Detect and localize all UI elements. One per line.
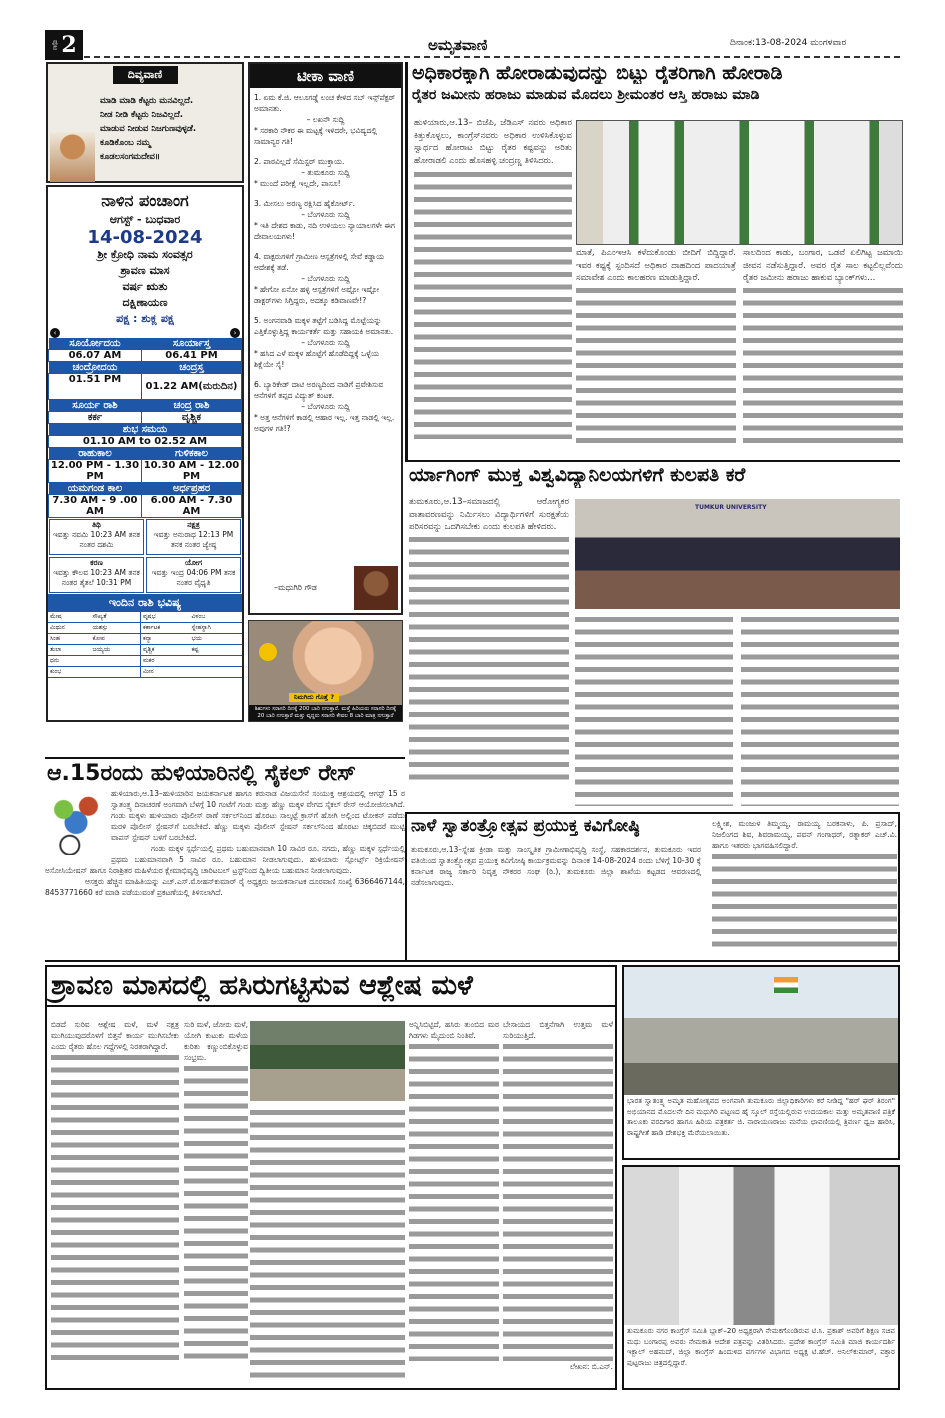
moonrise-value: 01.51 PM: [49, 374, 142, 400]
story-cycle-p1: ಹುಳಿಯಾರು,ಆ.13–ಹುಳಿಯಾರಿನ ಜಯಕರ್ನಾಟಕ ಹಾಗೂ ಕರುನಾಡ ವಿಜಯಸೇನೆ ಸಂಯುಕ್ತ ಆಶ್ರಯದಲ್ಲಿ ಆಗಸ್ಟ್ 15 ರ ಸ್ವಾತಂತ್ರ್ಯ ದಿನಾಚರಣೆ ಅಂಗವಾಗಿ ಬೆಳಗ್ಗೆ 10 ಗಂಟೆಗೆ ಗಂಡು ಮತ್ತು ಹೆಣ್ಣು ಮಕ್ಕಳ ವೇಗದ ಸೈಕಲ್ ರೇಸ್ ಆಯೋಜಿಸಲಾಗಿದೆ. ಗಂಡು ಮಕ್ಕಳು ಹುಳಿಯಾರು ಪೊಲೀಸ್ ಠಾಣೆ ಸರ್ಕಲ್‌ನಿಂದ ಹೊರಟು ಸಾಲ್ಕಟ್ಟೆ ಕ್ರಾಸ್‌ಗೆ ಹೋಗಿ ಅಲ್ಲಿಂದ ಟೋಕನ್ ಪಡೆದು ಮರಳಿ ಪೊಲೀಸ್ ಸ್ಟೇಷನ್‌ಗೆ ಬರಬೇಕಿದೆ. ಹೆಣ್ಣು ಮಕ್ಕಳು ಪೊಲೀಸ್ ಸ್ಟೇಷನ್ ಸರ್ಕಲ್‌ನಿಂದ ಹೊರಟು ಚಿಕ್ಕಬಿದರೆ ಮುಟ್ಟಿ ವಾಪಸ್ ಸ್ಟೇಷನ್ ಬಳಿಗೆ ಬರಬೇಕಿದೆ.: [111, 789, 405, 842]
ardhaprahara-label: ಅರ್ಧಪ್ರಹರ: [141, 483, 241, 495]
masa: ಶ್ರಾವಣ ಮಾಸ: [120, 264, 170, 277]
rashi-title: ಇಂದಿನ ರಾಶಿ ಭವಿಷ್ಯ: [48, 594, 242, 612]
article-text: [184, 1063, 248, 1363]
basavanna-portrait: [50, 132, 95, 182]
page-number: 2: [61, 32, 77, 58]
sunset-value: 06.41 PM: [141, 350, 241, 362]
rashi-name: ಮಕರ: [140, 656, 189, 667]
story-farmers-subhead: ರೈತರ ಜಮೀನು ಹರಾಜು ಮಾಡುವ ಮೊದಲು ಶ್ರೀಮಂತರ ಆಸ್ತಿ ಹರಾಜು ಮಾಡಿ: [412, 87, 760, 103]
rashi-name: ಕನ್ಯಾ: [140, 634, 189, 645]
karana: ಕರಣ ಇವತ್ತು ಕೌಲವ 10:23 AM ತನಕ ನಂತರ ತೈತಲೆ 10:31 PM: [49, 557, 144, 593]
divyavani-box: [46, 62, 244, 183]
tike-comment: * ಇತಿ ದೇಶದ ಕಾಡು, ನದಿ ಉಳಿಯಲು ನ್ಯಾಯಾಲಗಳೇ ಈಗ ದೇವಾಲಯಗಳು!: [254, 221, 395, 241]
rashi-row: [48, 634, 242, 645]
ad-badge: ನಿಮಗಿದು ಗೊತ್ತೆ ?: [289, 693, 339, 702]
ritu: ವರ್ಷ ಋತು: [122, 280, 168, 293]
tike-vani-items: [250, 88, 401, 447]
story-ragging: [405, 460, 900, 810]
article-text: [575, 614, 733, 806]
chandra-rashi-label: ಚಂದ್ರ ರಾಶಿ: [141, 400, 241, 412]
article-text: [51, 1052, 179, 1362]
story-kavigoshti-right: ಲಕ್ಷ್ಮೀಶ, ಮಂಜುಳ ತಿಮ್ಮಯ್ಯ, ರಾಮಯ್ಯ ಬರಕನಾಳು, ಪಿ. ಪ್ರಸಾದ್, ನಿಜಲಿಂಗದ ಶಿವ, ಶಿವರಾಮಯ್ಯ, ಪವನ್ ಗಂಗಾಧರ್, ರತ್ನಾಕರ್ ಎಚ್.ವಿ. ಹಾಗೂ ಇತರರು ಭಾಗವಹಿಸಲಿದ್ದಾರೆ.: [712, 818, 897, 958]
article-text: [503, 1041, 613, 1361]
rashi-row: [48, 656, 242, 667]
rashi-prediction: ಜಯ್ಯಯ: [90, 645, 140, 656]
story-kavigoshti-lead: ತುಮಕೂರು,ಆ.13–ಸ್ನೇಹ ಕ್ರೀಡಾ ಮತ್ತು ಸಾಂಸ್ಕೃತಿಕ ಗ್ರಾಮೀಣಾಭಿವೃದ್ಧಿ ಸಂಸ್ಥೆ, ಸಹಕಾರದರ್ಶನ, ತುಮಕೂರು ಇವರ ವತಿಯಿಂದ ಸ್ವಾತಂತ್ರ್ಯೋತ್ಸವ ಪ್ರಯುಕ್ತ ಕವಿಗೋಷ್ಠಿ ಕಾರ್ಯಕ್ರಮವನ್ನು ದಿನಾಂಕ 14-08-2024 ರಂದು ಬೆಳಿಗ್ಗೆ 10-30 ಕ್ಕೆ ಕರ್ನಾಟಕ ರಾಜ್ಯ ಸರ್ಕಾರಿ ನಿವೃತ್ತ ನೌಕರರ ಸಂಘ (ರಿ.), ತುಮಕೂರು ಜಿಲ್ಲಾ ಶಾಖೆಯ ಕಟ್ಟಡದ ಆವರಣದಲ್ಲಿ ನಡೆಸಲಾಗುವುದು.: [411, 845, 701, 887]
ragging-event-photo: [575, 499, 900, 609]
rahukala-value: 12.00 PM - 1.30 PM: [49, 460, 142, 483]
article-text: [712, 851, 897, 951]
chandra-rashi-value: ವೃಶ್ಚಿಕ: [141, 412, 241, 424]
tike-comment: * ಮುಂದೆ ಪರೀಕ್ಷೆ ಇಲ್ಲದೇ, ಪಾಸೂ!: [254, 179, 341, 188]
rashi-name: ವೃಷಭ: [140, 612, 189, 623]
next-arrow-icon[interactable]: ›: [230, 328, 240, 338]
article-text: [576, 285, 736, 445]
appointment-photo: [624, 1167, 898, 1325]
tike-source: – ಬೆಂಗಳೂರು ಸುದ್ದಿ: [301, 274, 350, 283]
article-text: [414, 169, 572, 439]
moonset-label: ಚಂದ್ರಸ್ತ: [141, 362, 241, 374]
rashi-prediction: [189, 656, 242, 667]
rashi-prediction: ಕೋಪ: [90, 634, 140, 645]
sunrise-value: 06.07 AM: [49, 350, 142, 362]
author-name: –ಮಧುಗಿರಿ ಗೌಡ: [274, 583, 317, 592]
rain-landscape-photo: [250, 1021, 405, 1101]
tike-news: 5. ಅಂಗನವಾಡಿ ಮಕ್ಕಳ ತಟ್ಟೆಗೆ ಬಡಿಸಿದ್ದ ಮೊಟ್ಟೆಯನ್ನು ಎತ್ತಿಕೊಳ್ಳುತ್ತಿದ್ದ ಕಾರ್ಯಕರ್ತೆ ಮತ್ತು ಸಹಾಯಕಿ ಅಮಾನತು.: [254, 316, 394, 336]
article-text: [741, 614, 899, 806]
story-monsoon: [45, 965, 617, 1390]
divyavani-verse: ಮಾಡಿ ಮಾಡಿ ಕೆಟ್ಟರು ಮನವಿಲ್ಲದೆ. ನೀಡ ನೀಡಿ ಕೆಟ್ಟರು ನಿಜವಿಲ್ಲದೆ. ಮಾಡುವ ನೀಡುವ ನಿಜಗುಣವುಳ್ಳಡೆ. ಕೂಡಿಕೊಂಬ ನಮ್ಮ ಕೂಡಲಸಂಗಮದೇವ॥: [100, 96, 197, 162]
story-farmers: [405, 62, 903, 460]
flag-hoisting-news: [622, 965, 900, 1160]
page-label: ಪುಟ: [51, 39, 60, 51]
yamaganda-value: 7.30 AM - 9 .00 AM: [49, 495, 142, 518]
story-farmers-col3: ಸಾಲದಿಂದ ಕಾಡು, ಬಂಗಾರ, ಒಡವೆ ಏಲಿಗಿಟ್ಟ ಜಮಾಯಿ ಜೀವನ ನಡೆಸುತ್ತಿದ್ದಾರೆ. ಅವರ ರೈತ ಸಾಲ ಕಟ್ಟಲಿಲ್ಲವೆಂದು ರೈತರ ಜಮೀನು ಹರಾಜು ಹಾಕುವ ಬ್ಯಾಂಕ್‌ಗಳು...: [743, 248, 903, 283]
tike-item: [254, 379, 397, 434]
tike-item: [254, 156, 397, 189]
nakshatra: ನಕ್ಷತ್ರ ಇವತ್ತು ಅನುರಾಧ 12:13 PM ತನಕ ನಂತರ ಜ್ಯೇಷ್ಠ: [146, 519, 241, 555]
tike-item: [254, 92, 397, 147]
rashi-prediction: [90, 667, 140, 678]
appointment-caption: ತುಮಕೂರು ನಗರ ಕಾಂಗ್ರೆಸ್ ಸಮಿತಿ ಬ್ಲಾಕ್–20 ಅಧ್ಯಕ್ಷರಾಗಿ ನೇಮಕಗೊಂಡಿರುವ ಟಿ.ಸಿ. ಪ್ರಕಾಶ್ ಅವರಿಗೆ ಶಿಕ್ಷಣ ಸಚಿವ ಮಧು ಬಂಗಾರಪ್ಪ ಅವರು ನೇಮಕಾತಿ ಆದೇಶ ಪತ್ರವನ್ನು ವಿತರಿಸಿದರು. ಪ್ರದೇಶ ಕಾಂಗ್ರೆಸ್ ಸಮಿತಿ ಮಾಜಿ ಕಾರ್ಯದರ್ಶಿ ಇಕ್ಬಾಲ್ ಅಹಮದ್, ಜಿಲ್ಲಾ ಕಾಂಗ್ರೆಸ್ ಹಿಂದುಳಿದ ವರ್ಗಗಳ ವಿಭಾಗದ ಅಧ್ಯಕ್ಷ ಟಿ.ಹೆಚ್. ಅನಿಲ್‌ಕುಮಾರ್, ವಕ್ತಾರ ಪುಟ್ಟರಾಜು ಚಿತ್ರದಲ್ಲಿದ್ದಾರೆ.: [627, 1326, 895, 1367]
flag-hoisting-photo: [624, 967, 898, 1095]
panchanga-title: ನಾಳಿನ ಪಂಚಾಂಗ: [101, 191, 189, 210]
rashi-name: ಧನು: [48, 656, 90, 667]
rashi-name: ಕುಂಭ: [48, 667, 90, 678]
farmers-meeting-photo: [576, 120, 903, 245]
tike-comment: * ಸರಕಾರಿ ನೌಕರ ಈ ಮಟ್ಟಕ್ಕೆ ಇಳಿದರೇ, ಭವಿಷ್ಯದಲ್ಲಿ ಸಾಮಾನ್ಯರ ಗತಿ!: [254, 126, 377, 146]
author-photo: [354, 566, 398, 610]
page-number-badge: [45, 30, 83, 60]
sunrise-label: ಸೂರ್ಯೋದಯ: [49, 338, 142, 350]
tike-news: 3. ಮೀಸಲು ಅರಣ್ಯ ರಕ್ಷಿಸಿದ ಹೈಕೋರ್ಟ್.: [254, 199, 355, 208]
tike-vani-box: [248, 62, 403, 615]
tike-comment: * ಹಸಿದ ಎಳೆ ಮಕ್ಕಳ ಹೊಟ್ಟೆಗೆ ಹೊಡೆದಿದ್ದಕ್ಕೆ ಒಳ್ಳೆಯ ಶಿಕ್ಷೆಯೇ ಸೈ!: [254, 349, 379, 369]
rashi-prediction: [90, 656, 140, 667]
rashi-name: ತುಲಾ: [48, 645, 90, 656]
moonset-value: 01.22 AM(ಮರುದಿನ): [141, 374, 241, 400]
story-monsoon-headline: ಶ್ರಾವಣ ಮಾಸದಲ್ಲಿ ಹಸಿರುಗಟ್ಟಿಸುವ ಆಶ್ಲೇಷ ಮಳೆ: [47, 967, 615, 1007]
university-banner: TUMKUR UNIVERSITY: [695, 504, 767, 511]
story-monsoon-col4: ಬೇಸಾಯದ ಬಿತ್ತನೆಗಾಗಿ ಉತ್ತಮ ಮಳೆ ಸುರಿಯುತ್ತಿದೆ.: [503, 1020, 613, 1040]
tike-item: [254, 251, 397, 306]
indian-flag: [774, 977, 798, 993]
rashi-name: ವೃಶ್ಚಿಕ: [140, 645, 189, 656]
rashi-row: [48, 667, 242, 678]
tike-news: 1. ಏಮ ಕೆ.ಜಿ. ಆಲೂಗಡ್ಡೆ ಲಂಚ ಕೇಳಿದ ಸಬ್ ಇನ್ಸ್‌ಪೆಕ್ಟರ್ ಅಮಾನತು.: [254, 93, 396, 113]
samvatsara: ಶ್ರೀ ಕ್ರೋಧಿ ನಾಮ ಸಂವತ್ಸರ: [97, 248, 193, 261]
author-row: [254, 566, 398, 610]
surya-rashi-label: ಸೂರ್ಯ ರಾಶಿ: [49, 400, 142, 412]
story-kavigoshti: [405, 812, 900, 962]
moonrise-label: ಚಂದ್ರೋದಯ: [49, 362, 142, 374]
header-divider: [84, 56, 900, 58]
rashi-prediction: ಯಶಸ್ಸು: [90, 623, 140, 634]
tike-comment: * ಹೇಗೋ ಏನೋ ಹಳ್ಳಿ ಆಸ್ಪತ್ರೆಗಳಿಗೆ ಅಷ್ಟೋ ಇಷ್ಟೋ ಡಾಕ್ಟರ್‌ಗಳು ಸಿಗ್ತಿದ್ದರು, ಅದಕ್ಕೂ ಕಡಿವಾಣವೇ!?: [254, 285, 380, 305]
did-you-know-ad: [248, 620, 403, 722]
story-farmers-lead: ಹುಳಿಯಾರು,ಆ.13– ಬಿಜೆಪಿ, ಜೆಡಿಎಸ್ ನವರು ಅಧಿಕಾರ ಕಿತ್ತುಕೊಳ್ಳಲು, ಕಾಂಗ್ರೆಸ್‌ನವರು ಅಧಿಕಾರ ಉಳಿಸಿಕೊಳ್ಳುವ ಸ್ವಾರ್ಥದ ಹೋರಾಟ ಬಿಟ್ಟು ರೈತರ ಕಷ್ಟವನ್ನು ಅರಿತು ಹೋರಾಡಲಿ ಎಂದು ಹೊಸಹಳ್ಳಿ ಚಂದ್ರಣ್ಣ ತಿಳಿಸಿದರು.: [414, 118, 572, 166]
rashi-row: [48, 645, 242, 656]
yamaganda-label: ಯಮಗಂಡ ಕಾಲ: [49, 483, 142, 495]
masthead: ಅಮೃತವಾಣಿ: [428, 36, 488, 54]
shubha-samaya-label: ಶುಭ ಸಮಯ: [49, 424, 242, 436]
tike-source: – ಬೆಂಗಳೂರು ಸುದ್ದಿ: [301, 210, 350, 219]
tike-source: – ಬೆಂಗಳೂರು ಸುದ್ದಿ: [301, 338, 350, 347]
story-cycle-p3: ಆಸಕ್ತರು ಹೆಚ್ಚಿನ ಮಾಹಿತಿಯನ್ನು ಎಚ್.ಎಸ್.ಮೋಹನ್‌ಕುಮಾರ್ ರೈ ಅಧ್ಯಕ್ಷರು ಜಯಕರ್ನಾಟಕ ದೂರವಾಣಿ ಸಂಖ್ಯೆ 6366467144, 8453771660 ಕರೆ ಮಾಡಿ ಪಡೆಯುವಂತೆ ಪ್ರಕಟಣೆಯಲ್ಲಿ ತಿಳಿಸಲಾಗಿದೆ.: [45, 877, 405, 897]
header-date: ದಿನಾಂಕ:13-08-2024 ಮಂಗಳವಾರ: [730, 38, 847, 48]
rashi-name: ಸಿಂಹ: [48, 634, 90, 645]
story-monsoon-col2: ಸುರಿ ಮಳೆ, ಜೋರು ಮಳೆ, ಯೋಗಿ ಕುಟುಕು ಮಳೆಯ ಕುರಿತು ಕಣ್ಣುಂಬಿಕೊಳ್ಳುವ ಸಂಭ್ರಮ.: [184, 1020, 248, 1062]
story-farmers-col2: ಮಾತೆ, ಪಿಎಂಇಆಸಿ ಕಳೆದುಕೊಂಡು ಬೀದಿಗೆ ಬಿದ್ದಿದ್ದಾರೆ. ಇವರ ಕಷ್ಟಕ್ಕೆ ಸ್ಪಂದಿಸದೆ ಅಧಿಕಾರ ದಾಹದಿಂದ ಪಾದಯಾತ್ರೆ ಸಮಾವೇಶ ಎಂದು ಕಾಲಹರಣ ಮಾಡುತ್ತಿದ್ದಾರೆ.: [576, 248, 736, 283]
story-cycle-headline: ಆ.15ರಂದು ಹುಳಿಯಾರಿನಲ್ಲಿ ಸೈಕಲ್ ರೇಸ್: [47, 761, 356, 786]
tike-news: 4. ವಾಕ್ಟರುಗಳಿಗೆ ಗ್ರಾಮೀಣ ಆಸ್ಪತ್ರೆಗಳಲ್ಲಿ ಸೇವೆ ಕಡ್ಡಾಯ ಆದೇಶಕ್ಕೆ ತಡೆ.: [254, 252, 385, 272]
tike-news: 6. ಬ್ಯಾರಿಕೇಡ್ ದಾಟಿ ಅರಣ್ಯದಿಂದ ನಾಡಿಗೆ ಪ್ರವೇಶಿಸುವ ಆನೆಗಳಿಗೆ ತಪ್ಪದ ವಿದ್ಯುತ್ ಕಂಟಕ.: [254, 380, 384, 400]
divyavani-title: ದಿವ್ಯವಾಣಿ: [113, 66, 178, 84]
tike-comment: * ಅತ್ತ ಆನೆಗಳಿಗೆ ಕಾಡಲ್ಲಿ ಆಹಾರ ಇಲ್ಲ. ಇತ್ತ ನಾಡಲ್ಲಿ ಇಲ್ಲ. ಅವುಗಳ ಗತಿ!?: [254, 413, 395, 433]
sunset-label: ಸೂರ್ಯಾಸ್ತ: [141, 338, 241, 350]
rashi-row: [48, 612, 242, 623]
panchanga-day: ಆಗಸ್ಟ್ - ಬುಧವಾರ: [109, 213, 181, 226]
congress-appointment-news: [622, 1165, 900, 1390]
rashi-name: ಮೇಷ: [48, 612, 90, 623]
article-text: [250, 1107, 405, 1384]
article-text: [409, 1041, 499, 1361]
panchanga-table: [48, 338, 242, 518]
prev-arrow-icon[interactable]: ‹: [50, 328, 60, 338]
article-text: [409, 534, 569, 784]
flag-hoisting-caption: ಭಾರತ ಸ್ವಾತಂತ್ರ್ಯ ಅಮೃತ ಮಹೋತ್ಸವದ ಅಂಗವಾಗಿ ತುಮಕೂರು ಜಿಲ್ಲಾಧಿಕಾರಿಗಳು ಕರೆ ನೀಡಿದ್ದ "ಹರ್ ಘರ್ ತಿರಂಗ" ಅಭಿಯಾನದ ಮೊದಲನೇ ದಿನ ಮಧುಗಿರಿ ಪಟ್ಟಣದ ಹೈ ಸ್ಕೂಲ್ ರಸ್ತೆಯಲ್ಲಿರುವ ಉದಯಕಾಲ ಮತ್ತು ಅಮೃತವಾಣಿ ಪತ್ರಿಕೆ ತಾಲೂಕು ವರದಿಗಾರ ಹಾಗೂ ಹಿರಿಯ ಪತ್ರಕರ್ತ ಜಿ. ನಾರಾಯಣರಾಜು ಮನೆಯ ಛಾವಣಿಯಲ್ಲಿ ತ್ರಿವರ್ಣ ಧ್ವಜ ಹಾರಿಸಿ, ರಾಷ್ಟ್ರಗೀತೆ ಹಾಡಿ ದೇಶಭಕ್ತಿ ಮೆರೆಯಲಾಯಿತು.: [627, 1096, 895, 1137]
panchanga-details: [48, 518, 242, 594]
gulikakala-label: ಗುಳಿಕಕಾಲ: [141, 448, 241, 460]
tike-news: 2. ಪಾಠವಿಲ್ಲದೆ ಸೆಮಿಸ್ಟರ್ ಮುಕ್ತಾಯ.: [254, 157, 345, 166]
rashi-name: ಮಿಥುನ: [48, 623, 90, 634]
tike-item: [254, 315, 397, 370]
tike-source: – ಲಖನೌ ಸುದ್ದಿ: [306, 115, 345, 124]
story-ragging-headline: ರ್ಯಾಗಿಂಗ್ ಮುಕ್ತ ವಿಶ್ವವಿದ್ಯಾನಿಲಯಗಳಿಗೆ ಕುಲಪತಿ ಕರೆ: [409, 464, 746, 486]
tike-item: [254, 198, 397, 242]
story-cycle-race: [45, 757, 405, 962]
ad-logo-icon: [259, 643, 277, 661]
story-monsoon-lead: ಬಿಡದೆ ಸುರಿವ ಆಶ್ಲೇಷ ಮಳೆ, ಮಳೆ ನಕ್ಷತ್ರ ಮುಗಿಯುವುದರೊಳಗೆ ಬಿತ್ತನೆ ಕಾರ್ಯ ಮುಗಿಸಬೇಕು ಎಂದು ರೈತರು ಹೊಲ ಗದ್ದೆಗಳಲ್ಲಿ ನಿರತರಾಗಿದ್ದಾರೆ.: [51, 1020, 179, 1051]
ardhaprahara-value: 6.00 AM - 7.30 AM: [141, 495, 241, 518]
tike-vani-title: ಟೀಕಾ ವಾಣಿ: [250, 64, 401, 88]
rashi-prediction: [189, 667, 242, 678]
story-kavigoshti-headline: ನಾಳೆ ಸ್ವಾತಂತ್ರ್ಯೋತ್ಸವ ಪ್ರಯುಕ್ತ ಕವಿಗೋಷ್ಠಿ: [411, 816, 640, 836]
story-cycle-p2: ಗಂಡು ಮಕ್ಕಳ ಸ್ಪರ್ಧೆಯಲ್ಲಿ ಪ್ರಥಮ ಬಹುಮಾನವಾಗಿ 10 ಸಾವಿರ ರೂ. ನಗದು, ಹೆಣ್ಣು ಮಕ್ಕಳ ಸ್ಪರ್ಧೆಯಲ್ಲಿ ಪ್ರಥಮ ಬಹುಮಾನವಾಗಿ 5 ಸಾವಿರ ರೂ. ಬಹುಮಾನ ನೀಡಲಾಗುವುದು. ಹುಳಿಯಾರು ಸ್ಪೋರ್ಟ್ಸ್ ರಿಕ್ರಿಯೇಷನ್ ಅಸೋಸಿಯೇಷನ್ ಹಾಗೂ ನಿರಾಶ್ರಿತರ ಮಹಿಳೆಯರ ಕ್ಷೇಮಾಭಿವೃದ್ಧಿ ಚಾರಿಟಬಲ್ ಟ್ರಸ್ಟ್‌ನಿಂದ ದ್ವಿತೀಯ ಬಹುಮಾನ ನೀಡಲಾಗುವುದು.: [45, 844, 405, 875]
ad-text: ಶಿಶುಗಳು ಸರಾಸರಿ ದಿನಕ್ಕೆ 200 ಬಾರಿ ನಗುತ್ತಾರೆ. ಮತ್ತೆ ಹಿರಿಯರು ಸರಾಸರಿ ದಿನಕ್ಕೆ 20 ಬಾರಿ ನಗುತ್ತಾರೆ ಮತ್ತು ವೃದ್ಧರು ಸರಾಸರಿ ಕೇವಲ 8 ಬಾರಿ ಮಾತ್ರ ನಗುತ್ತಾರೆ: [249, 705, 402, 721]
gulikakala-value: 10.30 AM - 12.00 PM: [141, 460, 241, 483]
story-monsoon-byline: ಲೇಖನ: ಬಿ.ಎನ್.: [569, 1362, 613, 1371]
ayana: ದಕ್ಷಿಣಾಯಣ: [122, 296, 168, 309]
rashi-prediction: ಕಷ್ಟ: [189, 645, 242, 656]
rashi-prediction: ಭಯ: [189, 634, 242, 645]
rashi-prediction: ಸೌಖ್ಯತೆ: [90, 612, 140, 623]
rahukala-label: ರಾಹುಕಾಲ: [49, 448, 142, 460]
article-text: [743, 285, 903, 445]
cyclists-illustration: [45, 790, 107, 855]
panchanga-box: [46, 185, 244, 722]
yoga: ಯೋಗ ಇವತ್ತು ಇಂದ್ರ 04:06 PM ತನಕ ನಂತರ ವೈಧೃತಿ: [146, 557, 241, 593]
shubha-samaya-value: 01.10 AM to 02.52 AM: [49, 436, 242, 448]
story-farmers-headline: ಅಧಿಕಾರಕ್ಕಾಗಿ ಹೋರಾಡುವುದನ್ನು ಬಿಟ್ಟು ರೈತರಿಗಾಗಿ ಹೋರಾಡಿ: [412, 62, 783, 84]
rashi-table: [48, 612, 242, 678]
rashi-row: [48, 623, 242, 634]
paksha: ಪಕ್ಷ : ಶುಕ್ಲ ಪಕ್ಷ: [116, 312, 174, 325]
rashi-name: ಮೀನ: [140, 667, 189, 678]
panchanga-date: 14-08-2024: [87, 227, 203, 248]
rashi-name: ಕರ್ಕಾಟಕ: [140, 623, 189, 634]
rashi-prediction: ಸ್ನೇಹಸ್ಥಾಗಿ: [189, 623, 242, 634]
surya-rashi-value: ಕರ್ಕ: [49, 412, 142, 424]
tithi: ತಿಥಿ ಇವತ್ತು ನವಮಿ 10:23 AM ತನಕ ನಂತರ ದಶಮಿ: [49, 519, 144, 555]
story-monsoon-col3: ಅನ್ನಿಸಿಬಿಟ್ಟಿದೆ, ಹಸಿರು ತುಂಬಿದ ಮರ ಗಿಡಗಳು ಮೈದುಂಬಿ ನಿಂತಿವೆ.: [409, 1020, 499, 1040]
rashi-prediction: ವಿಳಂಬ: [189, 612, 242, 623]
story-ragging-lead: ತುಮಕೂರು,ಆ.13–ಸಮಾಜದಲ್ಲಿ ಆರೋಗ್ಯಕರ ವಾತಾವರಣವನ್ನು ನಿರ್ಮಿಸಲು ವಿದ್ಯಾರ್ಥಿಗಳಿಗೆ ಸುರಕ್ಷತೆಯ ಪರಿಸರವನ್ನು ಒದಗಿಸಬೇಕು ಎಂದು ಕುಲಪತಿ ಹೇಳಿದರು.: [409, 497, 569, 532]
tike-source: – ತುಮಕೂರು ಸುದ್ದಿ: [301, 168, 350, 177]
tike-source: – ಬೆಂಗಳೂರು ಸುದ್ದಿ: [301, 402, 350, 411]
